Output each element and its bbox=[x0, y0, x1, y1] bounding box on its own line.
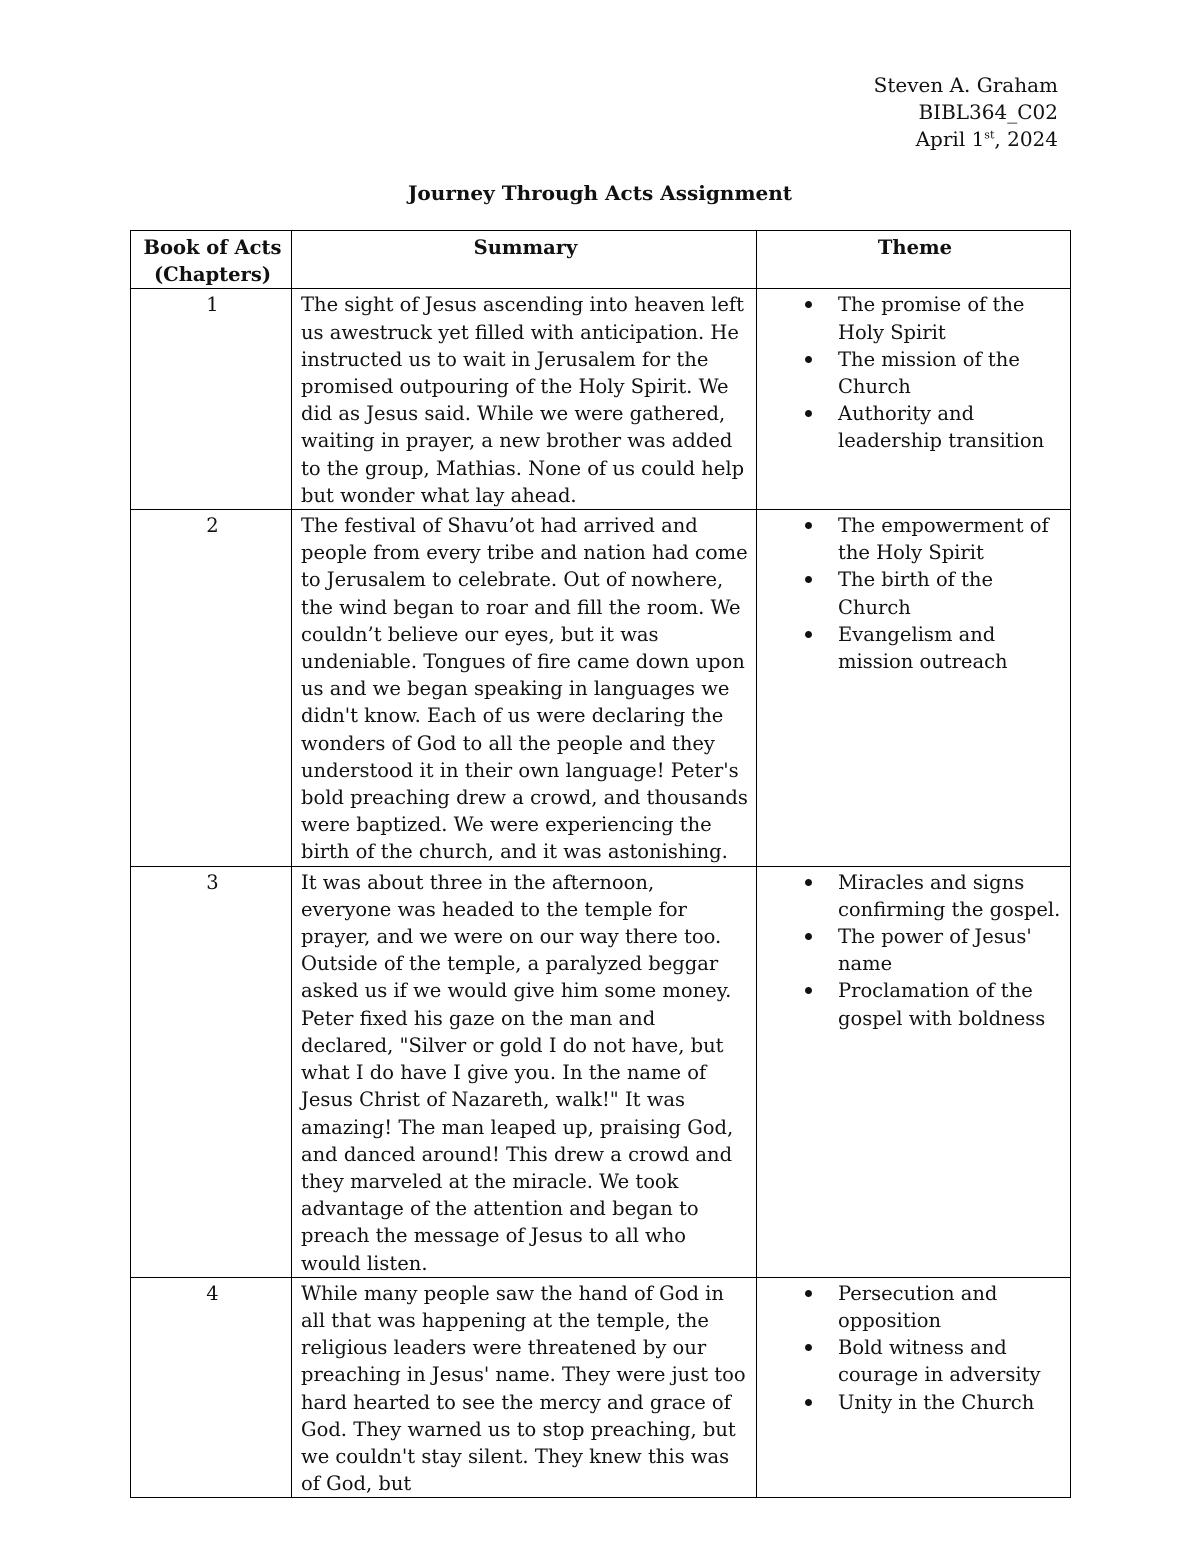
header-chapters bbox=[131, 231, 292, 289]
bullet-icon bbox=[805, 933, 812, 940]
bullet-icon bbox=[805, 410, 812, 417]
chapter-number: 4 bbox=[131, 1277, 292, 1498]
document-title: Journey Through Acts Assignment bbox=[407, 181, 793, 205]
theme-list bbox=[766, 1280, 1064, 1416]
theme-item: The promise of the Holy Spirit bbox=[838, 291, 1064, 345]
theme-cell bbox=[757, 510, 1071, 867]
chapter-number: 3 bbox=[131, 866, 292, 1277]
table-row bbox=[131, 510, 1071, 867]
summary-cell: The sight of Jesus ascending into heaven left us awestruck yet filled with anticipation. He instructed us to wait in Jerusalem for the promised outpouring of the Holy Spirit. We did as Jesus said. While we were gathered, waiting in prayer, a new brother was added to the group, Mathias. None of us could help but wonder what lay ahead. bbox=[292, 289, 757, 510]
table-row bbox=[131, 1277, 1071, 1498]
theme-list bbox=[766, 512, 1064, 675]
theme-list bbox=[766, 869, 1064, 1032]
bullet-icon bbox=[805, 301, 812, 308]
theme-item: Persecution and opposition bbox=[838, 1280, 1064, 1334]
theme-item: Authority and leadership transition bbox=[838, 400, 1064, 454]
theme-item: The power of Jesus' name bbox=[838, 923, 1064, 977]
bullet-icon bbox=[805, 631, 812, 638]
acts-table bbox=[130, 230, 1071, 1498]
author-name: Steven A. Graham bbox=[873, 73, 1058, 97]
chapter-number: 2 bbox=[131, 510, 292, 867]
bullet-icon bbox=[805, 987, 812, 994]
bullet-icon bbox=[805, 1399, 812, 1406]
theme-item: The birth of the Church bbox=[838, 566, 1064, 620]
table-header-row bbox=[131, 231, 1071, 289]
bullet-icon bbox=[805, 356, 812, 363]
theme-list bbox=[766, 291, 1064, 454]
table-row bbox=[131, 866, 1071, 1277]
summary-cell: It was about three in the afternoon, everyone was headed to the temple for prayer, and we were on our way there too. Outside of the temple, a paralyzed beggar asked us if we would give him some money. Peter fixed his gaze on the man and declared, "Silver or gold I do not have, but what I do have I give you. In the name of Jesus Christ of Nazareth, walk!" It was amazing! The man leaped up, praising God, and danced around! This drew a crowd and they marveled at the miracle. We took advantage of the attention and began to preach the message of Jesus to all who would listen. bbox=[292, 866, 757, 1277]
summary-cell: While many people saw the hand of God in all that was happening at the temple, the religious leaders were threatened by our preaching in Jesus' name. They were just too hard hearted to see the mercy and grace of God. They warned us to stop preaching, but we couldn't stay silent. They knew this was of God, but bbox=[292, 1277, 757, 1498]
theme-cell bbox=[757, 866, 1071, 1277]
chapter-number: 1 bbox=[131, 289, 292, 510]
author-header bbox=[874, 72, 1058, 153]
header-chapters-line2: (Chapters) bbox=[153, 263, 272, 287]
course-code: BIBL364_C02 bbox=[918, 100, 1058, 124]
bullet-icon bbox=[805, 1344, 812, 1351]
theme-item: Unity in the Church bbox=[838, 1389, 1064, 1416]
bullet-icon bbox=[805, 879, 812, 886]
date-ordinal: st bbox=[984, 128, 995, 142]
header-chapters-line1: Book of Acts bbox=[143, 236, 282, 259]
theme-item: The empowerment of the Holy Spirit bbox=[838, 512, 1064, 566]
theme-item: Evangelism and mission outreach bbox=[838, 621, 1064, 675]
theme-item: Miracles and signs confirming the gospel. bbox=[838, 869, 1064, 923]
theme-item: Proclamation of the gospel with boldness bbox=[838, 977, 1064, 1031]
bullet-icon bbox=[805, 576, 812, 583]
theme-cell bbox=[757, 1277, 1071, 1498]
bullet-icon bbox=[805, 1290, 812, 1297]
summary-cell: The festival of Shavu’ot had arrived and people from every tribe and nation had come to Jerusalem to celebrate. Out of nowhere, the wind began to roar and fill the room. We couldn’t believe our eyes, but it was undeniable. Tongues of fire came down upon us and we began speaking in languages we didn't know. Each of us were declaring the wonders of God to all the people and they understood it in their own language! Peter's bold preaching drew a crowd, and thousands were baptized. We were experiencing the birth of the church, and it was astonishing. bbox=[292, 510, 757, 867]
submission-date bbox=[874, 126, 1058, 153]
bullet-icon bbox=[805, 522, 812, 529]
theme-item: The mission of the Church bbox=[838, 346, 1064, 400]
theme-item: Bold witness and courage in adversity bbox=[838, 1334, 1064, 1388]
header-summary: Summary bbox=[292, 231, 757, 289]
header-theme: Theme bbox=[757, 231, 1071, 289]
date-prefix: April 1 bbox=[915, 127, 985, 151]
theme-cell bbox=[757, 289, 1071, 510]
date-suffix: , 2024 bbox=[994, 127, 1058, 151]
table-row bbox=[131, 289, 1071, 510]
